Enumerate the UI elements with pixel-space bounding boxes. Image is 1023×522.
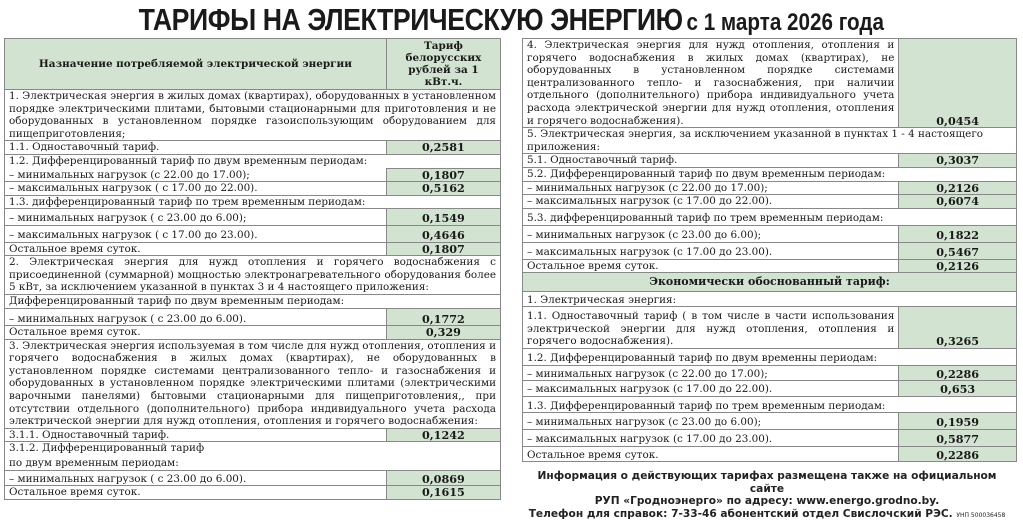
tariff-value: 0,5467 [899,242,1017,259]
row-label: – минимальных нагрузок (с 22.00 до 17.00); [5,168,387,182]
tariff-value: 0,5877 [899,430,1017,447]
tariff-value: 0,2286 [899,365,1017,381]
footer-info [522,470,1012,522]
row-heading: 5.3. дифференцированный тариф по трем временным периодам: [523,208,1017,226]
row-label: – минимальных нагрузок ( с 23.00 до 6.00). [5,470,387,486]
section-1: 1. Электрическая энергия в жилых домах (квартирах), оборудованных в установленном порядке электрическими плитами, бытовыми стационарными для приготовления и не оборудованных в установленном порядке газоиспользующим оборудованием для пищеприготовления; [5,90,501,141]
tariff-value: 0,1772 [386,308,500,326]
row-label: 3.1.1. Одноставочный тариф. [5,428,387,442]
tariff-value: 0,2126 [899,259,1017,273]
row-heading: 1. Электрическая энергия: [523,291,1017,307]
tariff-value: 0,0869 [386,470,500,486]
row-heading: 1.3. Дифференцированный тариф по трем временным периодам: [523,396,1017,413]
row-label: – минимальных нагрузок ( с 23.00 до 6.00); [5,209,387,226]
section-3: 3. Электрическая энергия используемая в том числе для нужд отопления, отопления и горячего водоснабжения в жилых домах (квартирах), не оборудованных в установленном порядке системами централизованного тепло- и газоснабжения и оборудованных в установленном порядке электрическими плитами (электрическими варочными панелями) бытовыми стационарными для пищеприготовления,, при отсутствии отдельного (дополнительного) прибора индивидуального учета расхода электрической энергии для нужд отопления, отопления и горячего водоснабжения: [5,339,501,428]
row-label: 1.1. Одноставочный тариф ( в том числе в части использования электрической энергии для нужд отопления, отопления и горячего водоснабжения). [523,307,899,349]
row-label: – минимальных нагрузок (с 22.00 до 17.00); [523,181,899,195]
footer-line-3 [522,508,1012,522]
row-label: – минимальных нагрузок (с 23.00 до 6.00); [523,226,899,243]
page-title [0,2,1023,38]
right-tariff-table [522,38,1017,462]
section-2: 2. Электрическая энергия для нужд отопления и горячего водоснабжения с присоединенной (суммарной) мощностью электронагревательного оборудования более 5 кВт, за исключением указанной в пунктах 3 и 4 настоящего приложения: [5,256,501,295]
row-label: – минимальных нагрузок (с 23.00 до 6.00); [523,413,899,430]
col-header-tariff: Тариф белорусских рублей за 1 кВт.ч. [386,39,500,90]
left-tariff-table [4,38,501,500]
tariff-value: 0,329 [386,326,500,340]
row-heading: 5.2. Дифференцированный тариф по двум временным периодам: [523,167,1017,181]
row-label: – максимальных нагрузок (с 17.00 до 23.00). [523,430,899,447]
row-heading: 1.2. Дифференцированный тариф по двум временны периодам: [523,349,1017,366]
tariff-value: 0,1615 [386,486,500,500]
tariff-value: 0,6074 [899,195,1017,209]
row-label: 1.1. Одноставочный тариф. [5,141,387,155]
section-5: 5. Электрическая энергия, за исключением указанной в пунктах 1 - 4 настоящего приложения: [523,128,1017,154]
tariff-value: 0,2286 [899,446,1017,462]
tariff-value: 0,1959 [899,413,1017,430]
tariff-value: 0,1807 [386,242,500,256]
row-label: Остальное время суток. [5,486,387,500]
tariff-value: 0,1807 [386,168,500,182]
tariff-value: 0,4646 [386,225,500,242]
row-label: Остальное время суток. [523,446,899,462]
row-label: – минимальных нагрузок ( с 23.00 до 6.00). [5,308,387,326]
tariff-value: 0,1822 [899,226,1017,243]
row-label: – максимальных нагрузок ( с 17.00 до 23.00). [5,225,387,242]
econ-heading: Экономически обоснованный тариф: [523,273,1017,292]
tariff-value: 0,5162 [386,182,500,196]
tariff-value: 0,0454 [899,39,1017,128]
tariff-value: 0,2581 [386,141,500,155]
row-heading: 1.2. Дифференцированный тариф по двум временным периодам: [5,154,501,168]
row-label: 5.1. Одноставочный тариф. [523,154,899,168]
tariff-value: 0,653 [899,381,1017,397]
footer-line-2: РУП «Гродноэнерго» по адресу: www.energo.grodno.by. [594,495,940,508]
footer-phone: Телефон для справок: 7-33-46 абонентский отдел Свислочский РЭС. [528,507,953,520]
row-heading: 3.1.2. Дифференцированный тариф [5,442,501,455]
tariff-value: 0,3265 [899,307,1017,349]
row-label: – минимальных нагрузок (с 22.00 до 17.00); [523,365,899,381]
tariff-value: 0,1242 [386,428,500,442]
footer-line-1: Информация о действующих тарифах размещена также на официальном сайте [537,470,997,495]
row-label: Остальное время суток. [523,259,899,273]
tariff-value: 0,1549 [386,209,500,226]
tariff-value: 0,3037 [899,154,1017,168]
row-heading: по двум временным периодам: [5,455,501,470]
row-label: Остальное время суток. [5,326,387,340]
row-label: – максимальных нагрузок (с 17.00 до 22.00). [523,381,899,397]
section-4: 4. Электрическая энергия для нужд отопления, отопления и горячего водоснабжения в жилых домах (квартирах), не оборудованных в установленном порядке системами централизованного тепло- и газоснабжения, при наличии отдельного (дополнительного) прибора индивидуального учета расхода электрической энергии для нужд отопления, отопления и горячего водоснабжения). [523,39,899,128]
row-heading: 1.3. дифференцированный тариф по трем временным периодам: [5,195,501,209]
footer-unp: УНП 500036458 [956,511,1006,519]
row-label: – максимальных нагрузок (с 17.00 до 23.00). [523,242,899,259]
row-label: Остальное время суток. [5,242,387,256]
row-label: – максимальных нагрузок (с 17.00 до 22.00). [523,195,899,209]
col-header-name: Назначение потребляемой электрической энергии [5,39,387,90]
row-label: – максимальных нагрузок ( с 17.00 до 22.00). [5,182,387,196]
title-main: ТАРИФЫ НА ЭЛЕКТРИЧЕСКУЮ ЭНЕРГИЮ [138,2,683,37]
title-date: с 1 марта 2026 года [686,9,885,36]
tariff-value: 0,2126 [899,181,1017,195]
row-heading: Дифференцированный тариф по двум временным периодам: [5,294,501,308]
